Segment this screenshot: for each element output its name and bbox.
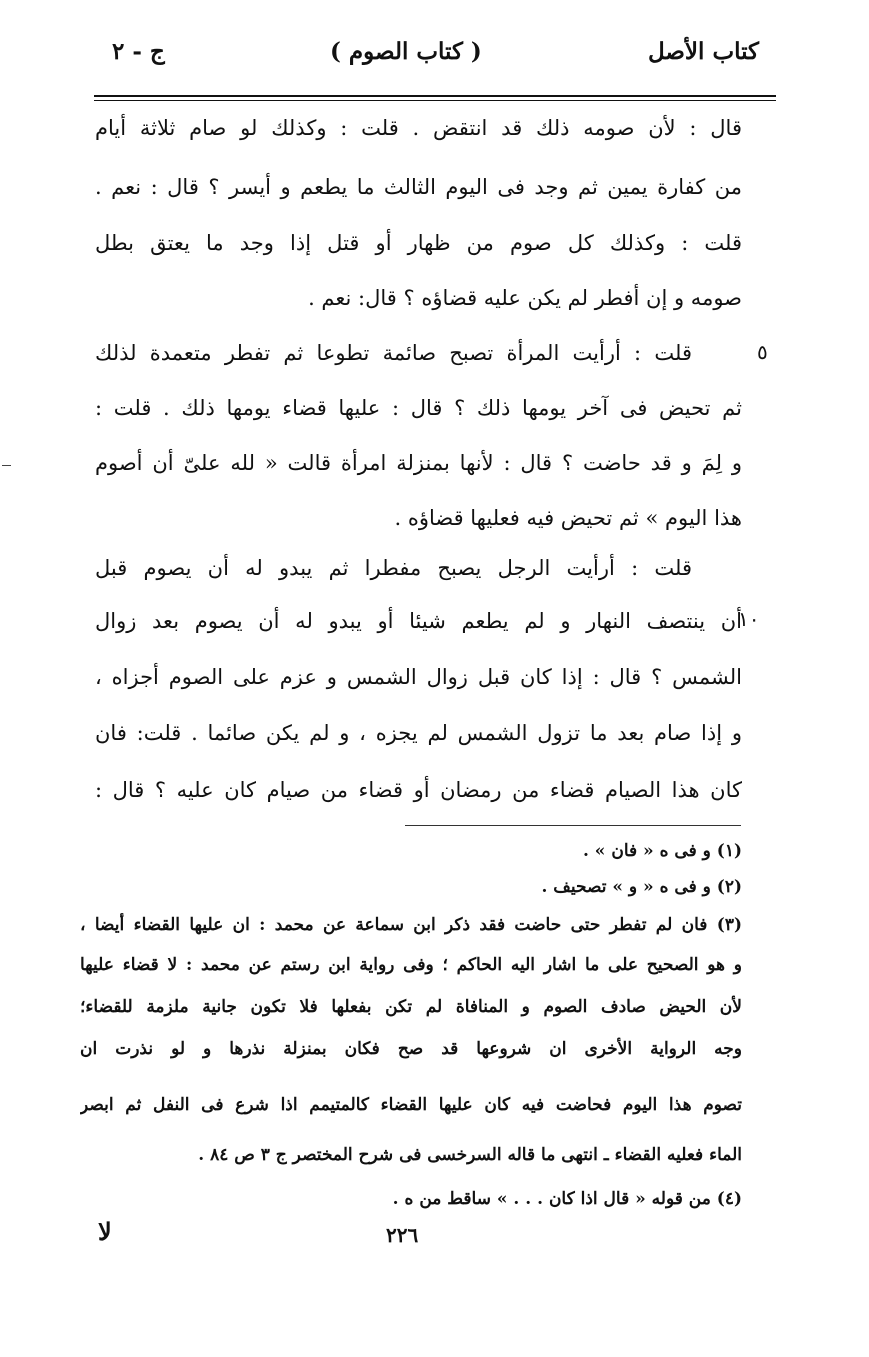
text-line: الشمس ؟ قال : إذا كان قبل زوال الشمس و عزم على الصوم أجزاه ، bbox=[95, 665, 742, 689]
footnote-3-line: لأن الحيض صادف الصوم و المنافاة لم تكن بفعلها فلا تكون جانية ملزمة للقضاء؛ bbox=[80, 997, 742, 1017]
chapter-title: ( كتاب الصوم ) bbox=[330, 38, 482, 65]
text-line: من كفارة يمين ثم وجد فى اليوم الثالث ما يطعم و أيسر ؟ قال : نعم . bbox=[95, 175, 742, 199]
text-line: قال : لأن صومه ذلك قد انتقض . قلت : وكذلك لو صام ثلاثة أيام bbox=[95, 116, 742, 140]
scan-margin-tick bbox=[2, 465, 11, 466]
header-rule-thick bbox=[94, 95, 776, 97]
text-line: كان هذا الصيام قضاء من رمضان أو قضاء من صيام كان عليه ؟ قال : bbox=[95, 778, 742, 802]
text-line: قلت : أرأيت المرأة تصبح صائمة تطوعا ثم تفطر متعمدة لذلك bbox=[95, 341, 692, 365]
footnote-3-line: الماء فعليه القضاء ـ انتهى ما قاله السرخسى فى شرح المختصر ج ٣ ص ٨٤ . bbox=[198, 1145, 742, 1165]
footnote-3-line: (٣) فان لم تفطر حتى حاضت فقد ذكر ابن سماعة عن محمد : ان عليها القضاء أيضا ، bbox=[80, 915, 742, 935]
footnote-separator bbox=[405, 825, 741, 826]
margin-line-number-5: ٥ bbox=[757, 340, 768, 364]
signature-mark: لا bbox=[98, 1217, 112, 1246]
text-line: قلت : وكذلك كل صوم من ظهار أو قتل إذا وجد ما يعتق بطل bbox=[95, 231, 742, 255]
footnote-3-line: وجه الرواية الأخرى ان شروعها قد صح فكان بمنزلة نذرها و لو نذرت ان bbox=[80, 1039, 742, 1059]
volume-label: ج - ٢ bbox=[112, 38, 165, 65]
text-line: و لِمَ و قد حاضت ؟ قال : لأنها بمنزلة امرأة قالت « لله علىّ أن أصوم bbox=[95, 451, 742, 475]
footnote-4: (٤) من قوله « قال اذا كان . . . » ساقط من ه . bbox=[392, 1189, 742, 1209]
text-line: أن ينتصف النهار و لم يطعم شيئا أو يبدو له أن يصوم بعد زوال bbox=[95, 609, 742, 633]
footnote-1: (١) و فى ه « فان » . bbox=[582, 841, 742, 861]
text-line: صومه و إن أفطر لم يكن عليه قضاؤه ؟ قال: نعم . bbox=[308, 286, 742, 310]
footnote-3-line: تصوم هذا اليوم فحاضت فيه كان عليها القضاء كالمتيمم اذا شرع فى النفل ثم ابصر bbox=[80, 1095, 742, 1115]
header-rule-thin bbox=[94, 100, 776, 101]
margin-line-number-10: ١٠ bbox=[738, 607, 760, 631]
page-number: ٢٢٦ bbox=[386, 1223, 419, 1247]
text-line: و إذا صام بعد ما تزول الشمس لم يجزه ، و لم يكن صائما . قلت: فان bbox=[95, 721, 742, 745]
footnote-2: (٢) و فى ه « و » تصحيف . bbox=[541, 877, 742, 897]
text-line: قلت : أرأيت الرجل يصبح مفطرا ثم يبدو له أن يصوم قبل bbox=[95, 556, 692, 580]
footnote-3-line: و هو الصحيح على ما اشار اليه الحاكم ؛ وفى رواية ابن رستم عن محمد : لا قضاء عليها bbox=[80, 955, 742, 975]
text-line: ثم تحيض فى آخر يومها ذلك ؟ قال : عليها قضاء يومها ذلك . قلت : bbox=[95, 396, 742, 420]
book-title: كتاب الأصل bbox=[647, 38, 759, 65]
text-line: هذا اليوم » ثم تحيض فيه فعليها قضاؤه . bbox=[394, 506, 742, 530]
